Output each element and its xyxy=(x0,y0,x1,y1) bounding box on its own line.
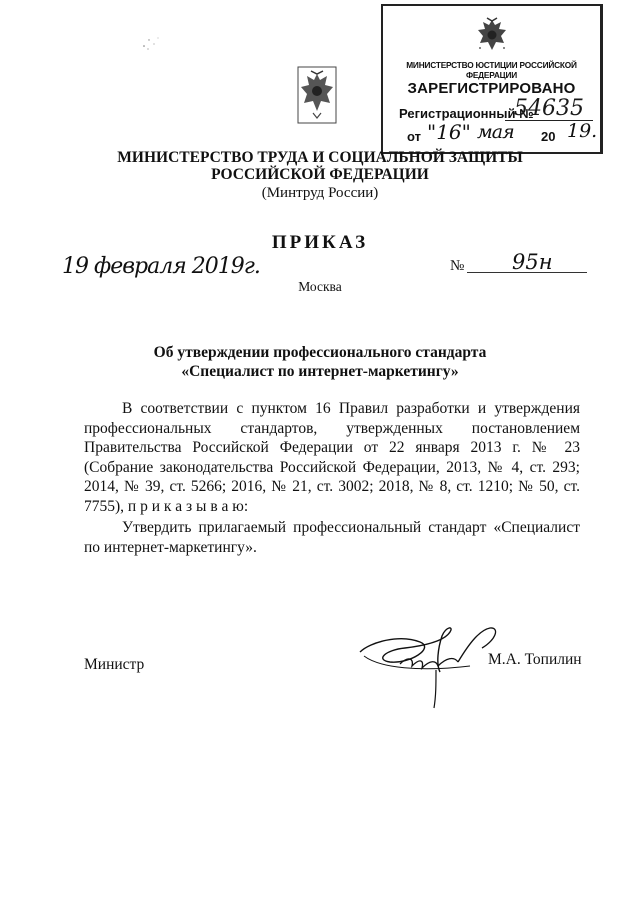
minister-name: М.А. Топилин xyxy=(488,651,582,668)
coat-of-arms-icon xyxy=(297,66,337,124)
paragraph-text: Утвердить прилагаемый профессиональный стандарт «Специалист по интернет-маркетингу». xyxy=(84,519,580,556)
registration-stamp xyxy=(381,4,603,154)
body-paragraph-1 xyxy=(84,399,580,517)
order-number-label: № xyxy=(450,258,465,274)
stamp-registered-label: ЗАРЕГИСТРИРОВАНО xyxy=(407,80,576,97)
order-date-handwritten: 19 февраля 2019г. xyxy=(62,254,260,279)
stamp-reg-number-label: Регистрационный № xyxy=(399,106,534,121)
handwritten-signature xyxy=(350,612,510,712)
ministry-name-line2: РОССИЙСКОЙ ФЕДЕРАЦИИ xyxy=(211,166,429,183)
stamp-reg-number: 54635 xyxy=(505,98,593,121)
order-number-handwritten: 95н xyxy=(512,250,553,274)
stamp-date-year-prefix: 20 xyxy=(541,129,556,144)
stamp-coat-of-arms-icon xyxy=(475,16,509,56)
stamp-date-year-suffix: 19. xyxy=(567,120,598,142)
order-city: Москва xyxy=(298,279,342,294)
stamp-date-day: "16" xyxy=(427,120,471,144)
minister-title: Министр xyxy=(84,656,145,673)
stamp-date-prefix: от xyxy=(407,129,421,144)
subject-line2: «Специалист по интернет-маркетингу» xyxy=(181,363,459,380)
document-title: ПРИКАЗ xyxy=(271,232,369,253)
ministry-short-name: (Минтруд России) xyxy=(261,185,379,201)
scan-specks xyxy=(140,34,170,54)
ministry-name-line1: МИНИСТЕРСТВО ТРУДА И СОЦИАЛЬНОЙ ЗАЩИТЫ xyxy=(117,149,523,166)
subject-line1: Об утверждении профессионального стандарта xyxy=(153,344,487,361)
stamp-date-month: мая xyxy=(477,121,514,143)
stamp-ministry-text: МИНИСТЕРСТВО ЮСТИЦИИ РОССИЙСКОЙ ФЕДЕРАЦИИ xyxy=(406,60,577,80)
body-paragraph-2 xyxy=(84,518,580,557)
paragraph-text: В соответствии с пунктом 16 Правил разработки и утверждения профессиональных стандартов, утвержденных постановлением Правительства Российской Федерации от 22 января 2013 г. № 23 (Собрание законодательства Российской Федерации, 2013, № 4, ст. 293; 2014, № 39, ст. 5266; 2016, № 21, ст. 3002; 2018, № 8, ст. 1210; № 50, ст. 7755), п р и к а з ы в а ю: xyxy=(84,400,580,515)
